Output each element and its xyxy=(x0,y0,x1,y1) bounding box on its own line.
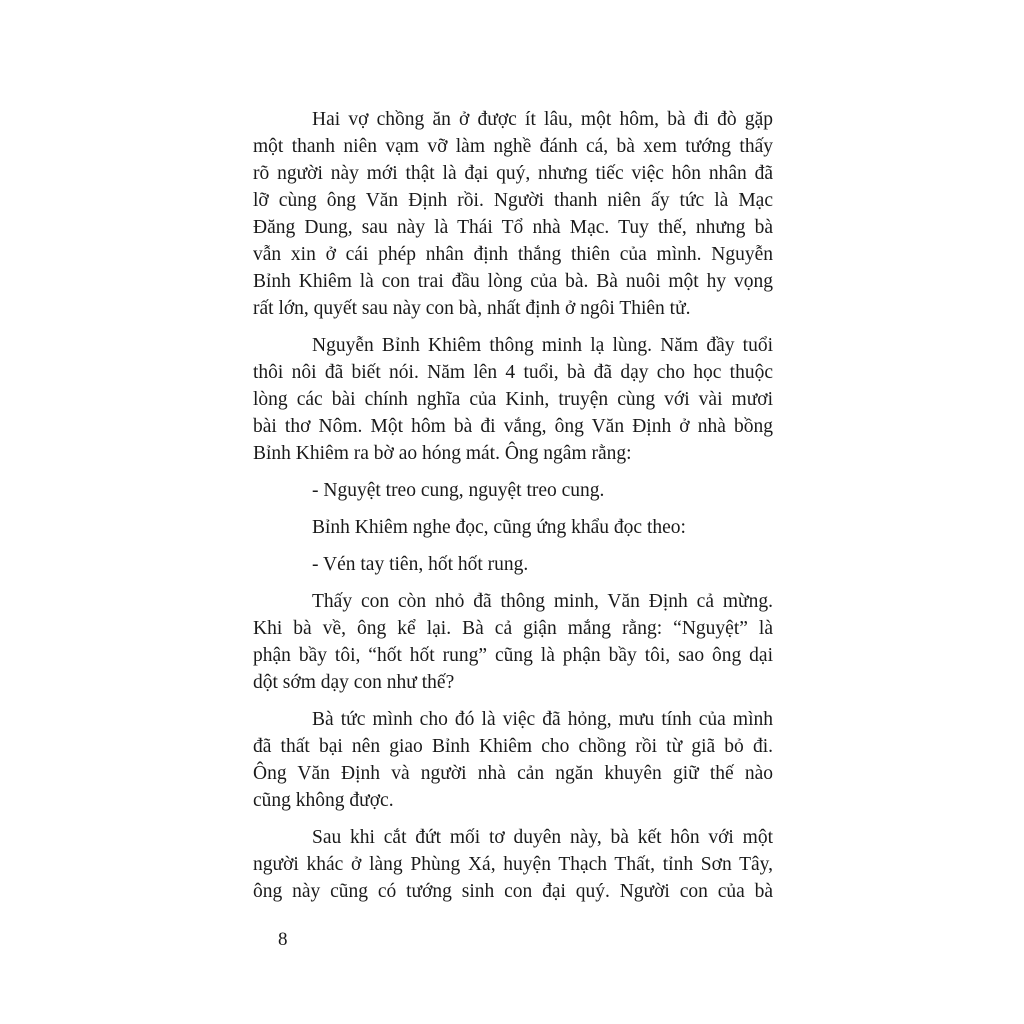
text-line: phận bầy tôi, “hốt hốt rung” cũng là phận bầy tôi, sao ông dại xyxy=(253,645,773,666)
dialogue-paragraph xyxy=(253,477,773,504)
paragraph-spacer xyxy=(253,578,773,588)
text-line: rất lớn, quyết sau này con bà, nhất định ở ngôi Thiên tử. xyxy=(253,298,691,319)
text-line: người khác ở làng Phùng Xá, huyện Thạch Thất, tỉnh Sơn Tây, xyxy=(253,854,773,875)
text-line: lòng các bài chính nghĩa của Kinh, truyện cùng với vài mươi xyxy=(253,389,773,410)
text-line: vẫn xin ở cái phép nhân định thắng thiên của mình. Nguyễn xyxy=(253,244,773,265)
paragraph xyxy=(253,514,773,541)
page-number: 8 xyxy=(278,929,288,950)
body-text xyxy=(253,106,773,905)
paragraph-spacer xyxy=(253,696,773,706)
paragraph xyxy=(253,706,773,814)
text-line: Ông Văn Định và người nhà cản ngăn khuyên giữ thế nào xyxy=(253,763,773,784)
text-line: thôi nôi đã biết nói. Năm lên 4 tuổi, bà đã dạy cho học thuộc xyxy=(253,362,773,383)
text-line: Bỉnh Khiêm là con trai đầu lòng của bà. Bà nuôi một hy vọng xyxy=(253,271,773,292)
text-line: Bỉnh Khiêm ra bờ ao hóng mát. Ông ngâm rằng: xyxy=(253,443,632,464)
dialogue-line: - Vén tay tiên, hốt hốt rung. xyxy=(312,554,529,575)
text-line: lỡ cùng ông Văn Định rồi. Người thanh niên ấy tức là Mạc xyxy=(253,190,773,211)
text-line: Bà tức mình cho đó là việc đã hỏng, mưu tính của mình xyxy=(312,709,773,730)
text-line: ông này cũng có tướng sinh con đại quý. Người con của bà xyxy=(253,881,773,902)
paragraph xyxy=(253,106,773,322)
text-line: Nguyễn Bỉnh Khiêm thông minh lạ lùng. Năm đầy tuổi xyxy=(312,335,773,356)
text-line: rõ người này mới thật là đại quý, nhưng tiếc việc hôn nhân đã xyxy=(253,163,773,184)
paragraph xyxy=(253,824,773,905)
text-line: một thanh niên vạm vỡ làm nghề đánh cá, bà xem tướng thấy xyxy=(253,136,773,157)
paragraph-spacer xyxy=(253,467,773,477)
text-line: Khi bà về, ông kể lại. Bà cả giận mắng rằng: “Nguyệt” là xyxy=(253,618,773,639)
text-line: dột sớm dạy con như thế? xyxy=(253,672,455,693)
paragraph-spacer xyxy=(253,814,773,824)
text-line: Sau khi cắt đứt mối tơ duyên này, bà kết hôn với một xyxy=(312,827,773,848)
text-line: cũng không được. xyxy=(253,790,394,811)
paragraph-spacer xyxy=(253,541,773,551)
text-line: Bỉnh Khiêm nghe đọc, cũng ứng khẩu đọc theo: xyxy=(312,517,686,538)
text-line: bài thơ Nôm. Một hôm bà đi vắng, ông Văn Định ở nhà bồng xyxy=(253,416,773,437)
paragraph xyxy=(253,588,773,696)
paragraph-spacer xyxy=(253,504,773,514)
dialogue-line: - Nguyệt treo cung, nguyệt treo cung. xyxy=(312,480,605,501)
dialogue-paragraph xyxy=(253,551,773,578)
paragraph-spacer xyxy=(253,322,773,332)
paragraph xyxy=(253,332,773,467)
text-line: Thấy con còn nhỏ đã thông minh, Văn Định cả mừng. xyxy=(312,591,773,612)
text-line: Hai vợ chồng ăn ở được ít lâu, một hôm, bà đi đò gặp xyxy=(312,109,773,130)
text-line: đã thất bại nên giao Bỉnh Khiêm cho chồng rồi từ giã bỏ đi. xyxy=(253,736,773,757)
text-line: Đăng Dung, sau này là Thái Tổ nhà Mạc. Tuy thế, nhưng bà xyxy=(253,217,773,238)
